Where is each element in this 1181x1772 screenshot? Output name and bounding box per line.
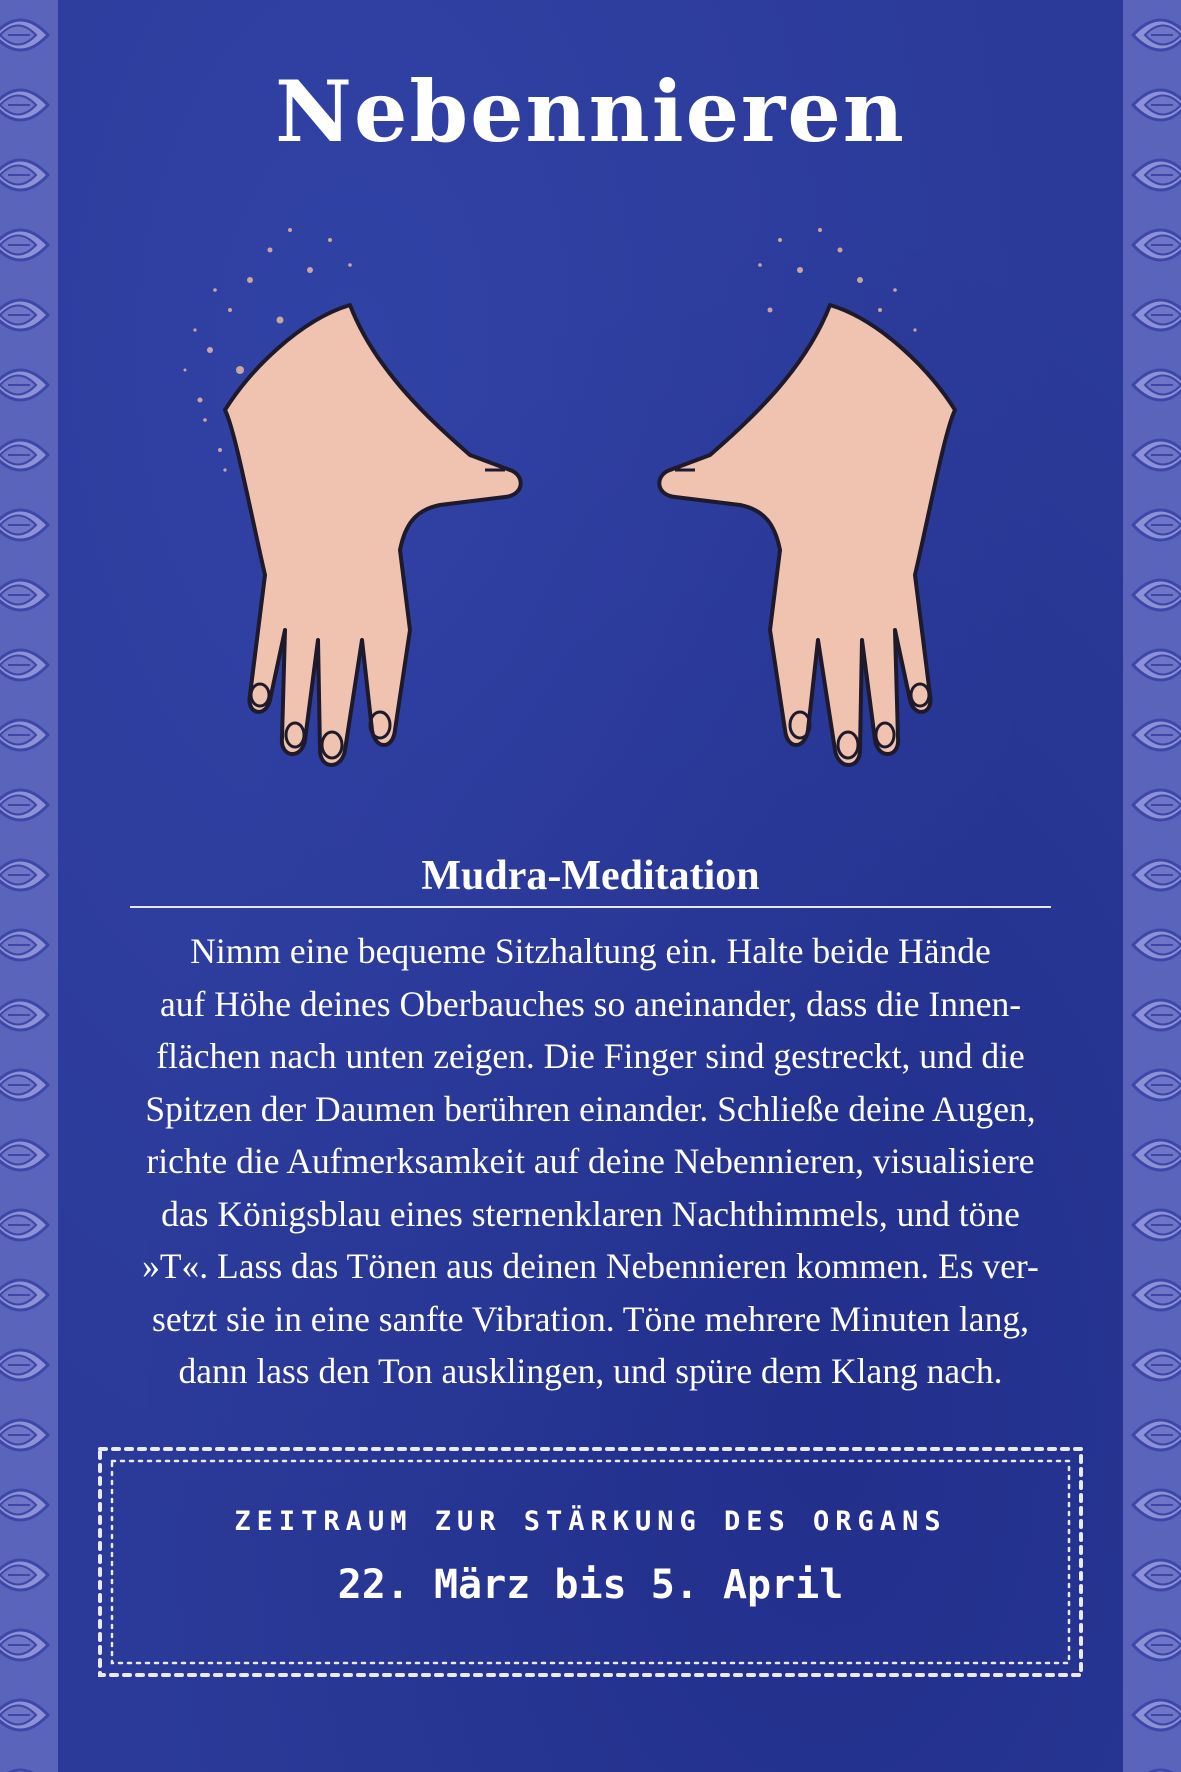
instruction-line: »T«. Lass das Tönen aus deinen Nebennieren kommen. Es ver- — [142, 1246, 1039, 1286]
left-hand — [225, 305, 521, 765]
period-dates: 22. März bis 5. April — [337, 1562, 844, 1608]
instruction-line: Spitzen der Daumen berühren einander. Schließe deine Augen, — [145, 1088, 1036, 1129]
instruction-line: auf Höhe deines Oberbauches so aneinander, dass die Innen- — [159, 983, 1022, 1024]
right-hand — [659, 305, 955, 765]
instruction-line: richte die Aufmerksamkeit auf deine Nebennieren, visualisiere — [146, 1141, 1035, 1181]
instruction-line: Nimm eine bequeme Sitzhaltung ein. Halte beide Hände — [190, 931, 991, 971]
section-divider — [130, 906, 1051, 908]
section-title: Mudra-Meditation — [421, 853, 760, 899]
hands-mudra-icon — [140, 170, 1040, 830]
card-title: Nebennieren — [275, 62, 906, 161]
instruction-line: flächen nach unten zeigen. Die Finger sind gestreckt, und die — [156, 1036, 1025, 1076]
meditation-instructions — [100, 925, 1081, 1398]
period-label: ZEITRAUM ZUR STÄRKUNG DES ORGANS — [234, 1506, 947, 1537]
instruction-line: setzt sie in eine sanfte Vibration. Töne mehrere Minuten lang, — [152, 1298, 1029, 1339]
instruction-line: dann lass den Ton ausklingen, und spüre dem Klang nach. — [178, 1351, 1003, 1391]
instruction-line: das Königsblau eines sternenklaren Nachthimmels, und töne — [161, 1193, 1020, 1234]
